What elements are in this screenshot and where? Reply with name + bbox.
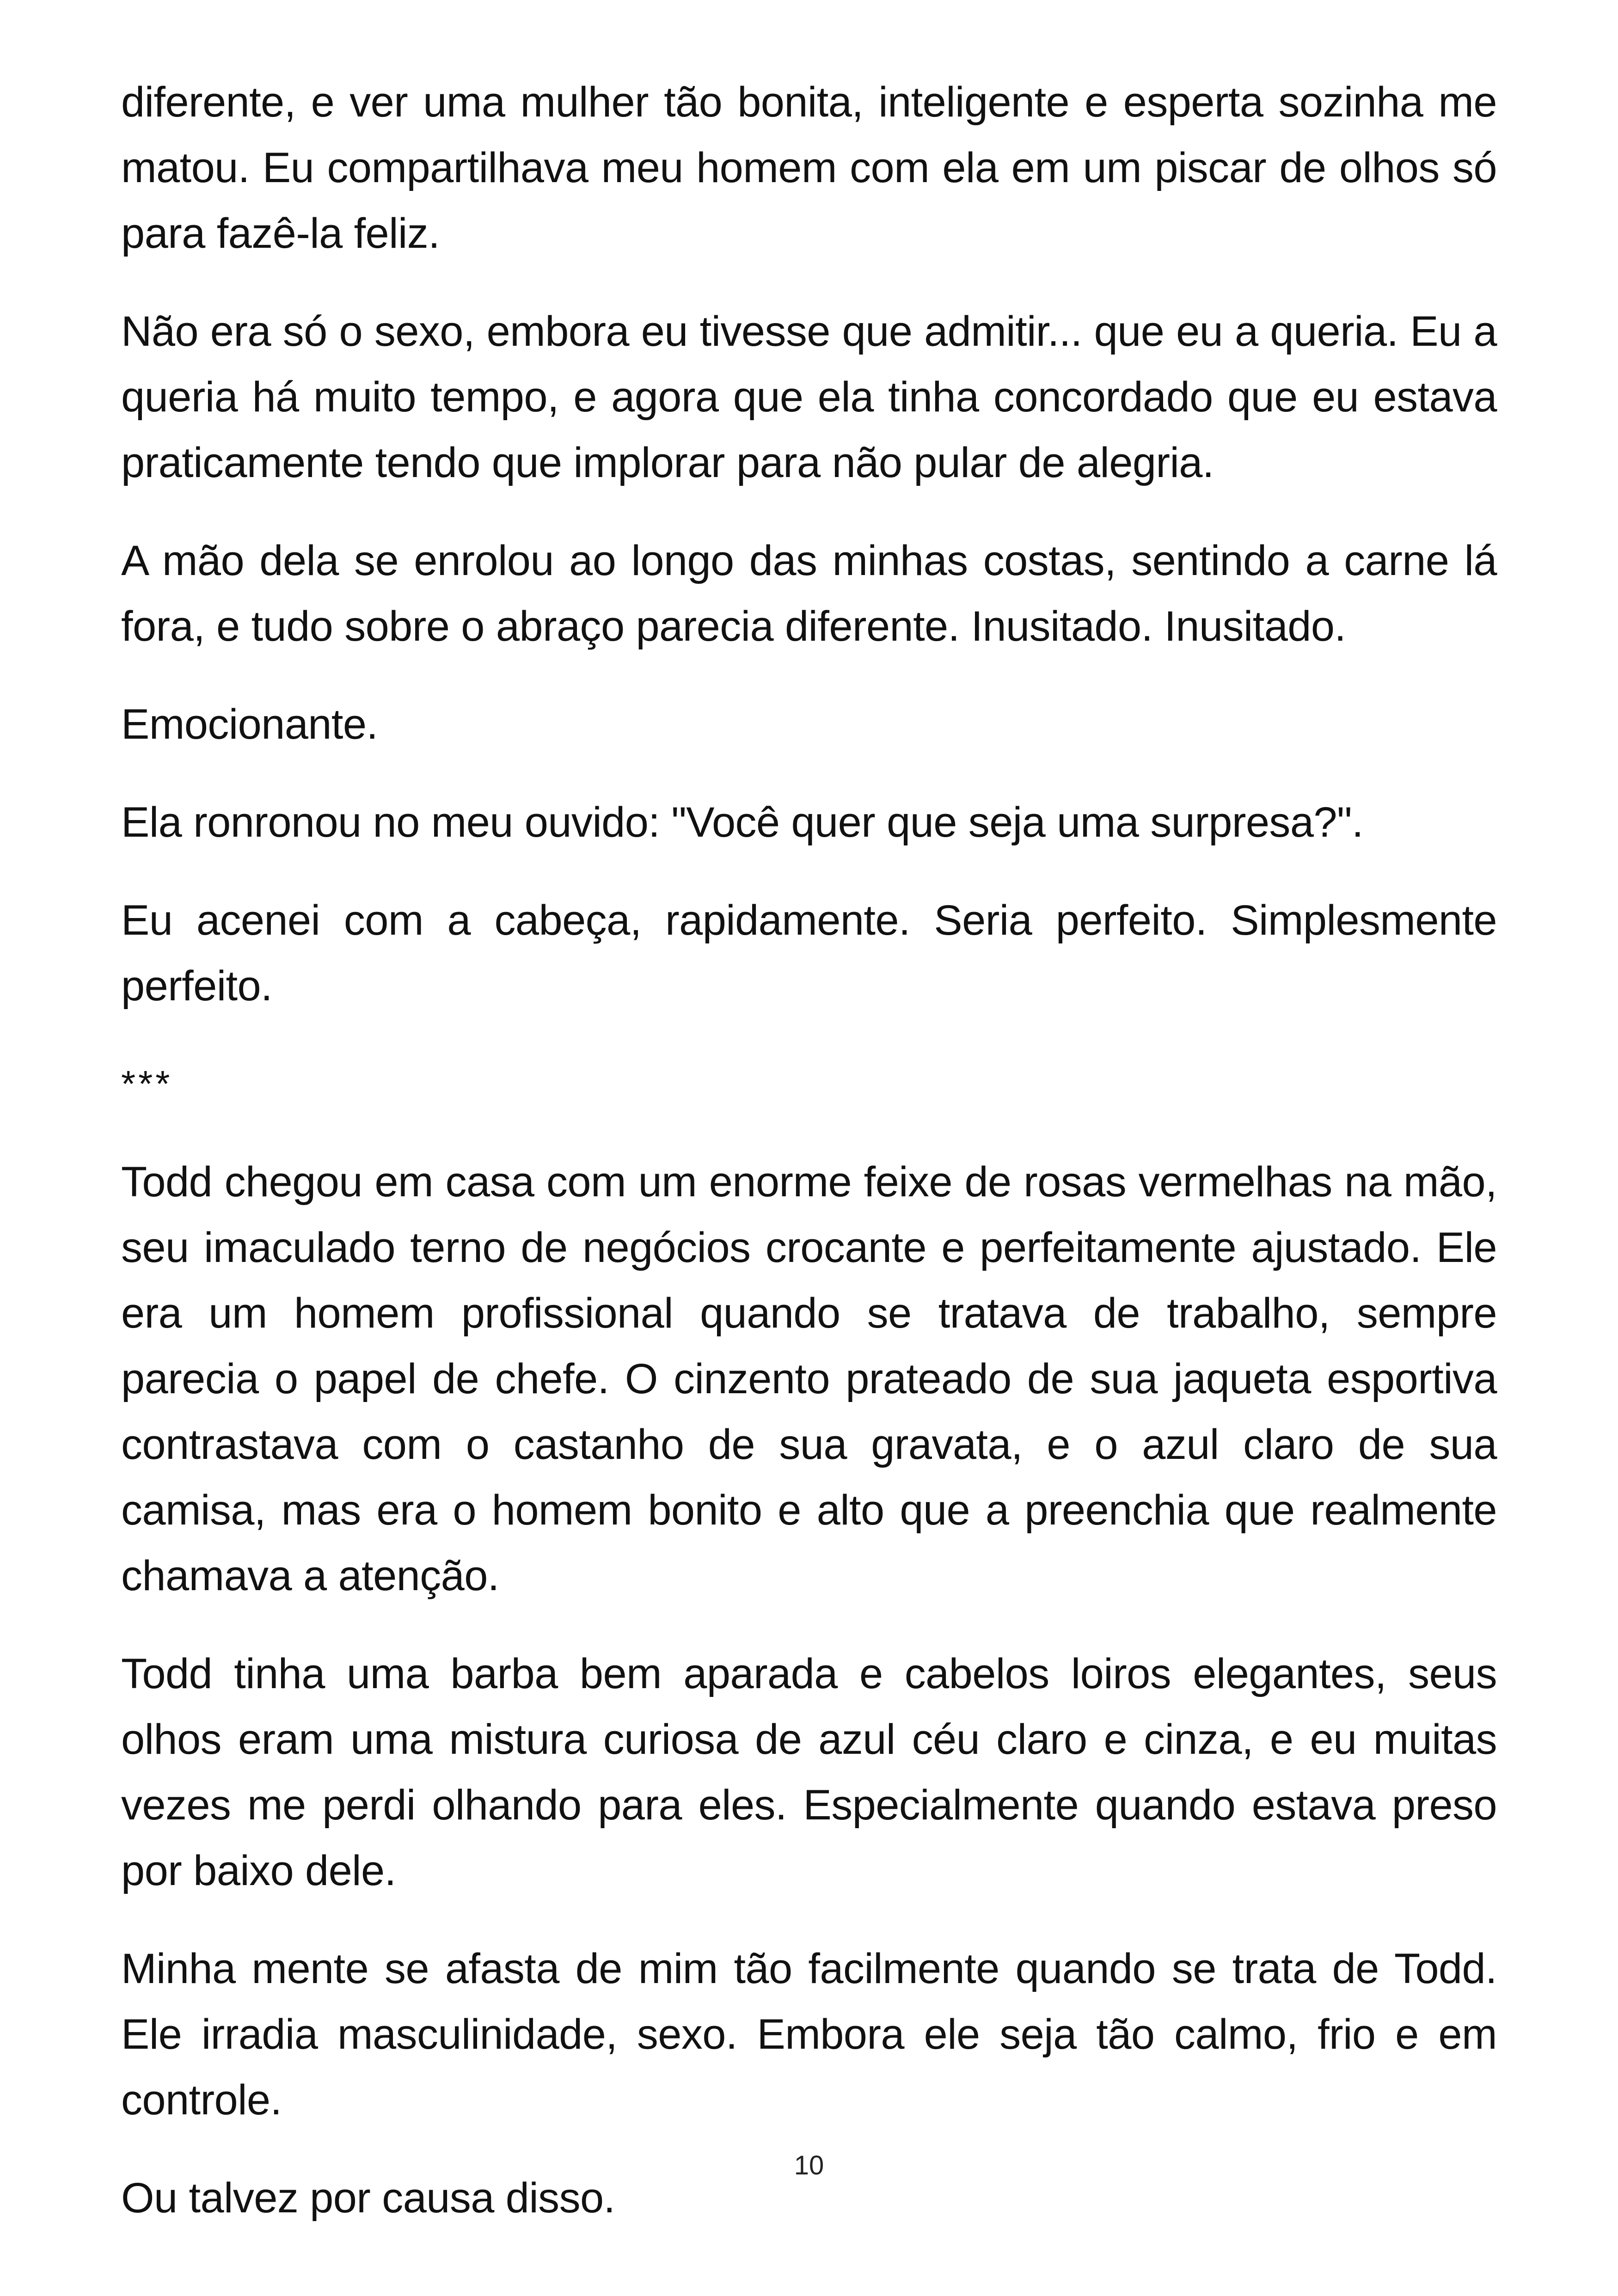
scene-separator: *** (121, 1063, 173, 1104)
paragraph-9: Minha mente se afasta de mim tão facilmente quando se trata de Todd. Ele irradia masculinidade, sexo. Embora ele seja tão calmo, frio e em controle. (121, 1945, 1497, 2124)
paragraph-5: Ela ronronou no meu ouvido: "Você quer que seja uma surpresa?". (121, 799, 1363, 846)
paragraph-1: diferente, e ver uma mulher tão bonita, inteligente e esperta sozinha me matou. Eu compartilhava meu homem com ela em um piscar de olhos só para fazê-la feliz. (121, 79, 1497, 257)
paragraph-6: Eu acenei com a cabeça, rapidamente. Seria perfeito. Simplesmente perfeito. (121, 897, 1497, 1010)
paragraph-3: A mão dela se enrolou ao longo das minhas costas, sentindo a carne lá fora, e tudo sobre o abraço parecia diferente. Inusitado. Inusitado. (121, 537, 1497, 650)
paragraph-8: Todd tinha uma barba bem aparada e cabelos loiros elegantes, seus olhos eram uma mistura curiosa de azul céu claro e cinza, e eu muitas vezes me perdi olhando para eles. Especialmente quando estava preso por baixo dele. (121, 1650, 1497, 1894)
paragraph-4: Emocionante. (121, 701, 378, 748)
page-number: 10 (794, 2150, 824, 2180)
page-body (121, 69, 1497, 2263)
paragraph-2: Não era só o sexo, embora eu tivesse que admitir... que eu a queria. Eu a queria há muito tempo, e agora que ela tinha concordado que eu estava praticamente tendo que implorar para não pular de alegria. (121, 308, 1497, 486)
paragraph-7: Todd chegou em casa com um enorme feixe de rosas vermelhas na mão, seu imaculado terno de negócios crocante e perfeitamente ajustado. Ele era um homem profissional quando se tratava de trabalho, sempre parecia o papel de chefe. O cinzento prateado de sua jaqueta esportiva contrastava com o castanho de sua gravata, e o azul claro de sua camisa, mas era o homem bonito e alto que a preenchia que realmente chamava a atenção. (121, 1158, 1497, 1599)
paragraph-10: Ou talvez por causa disso. (121, 2174, 615, 2222)
